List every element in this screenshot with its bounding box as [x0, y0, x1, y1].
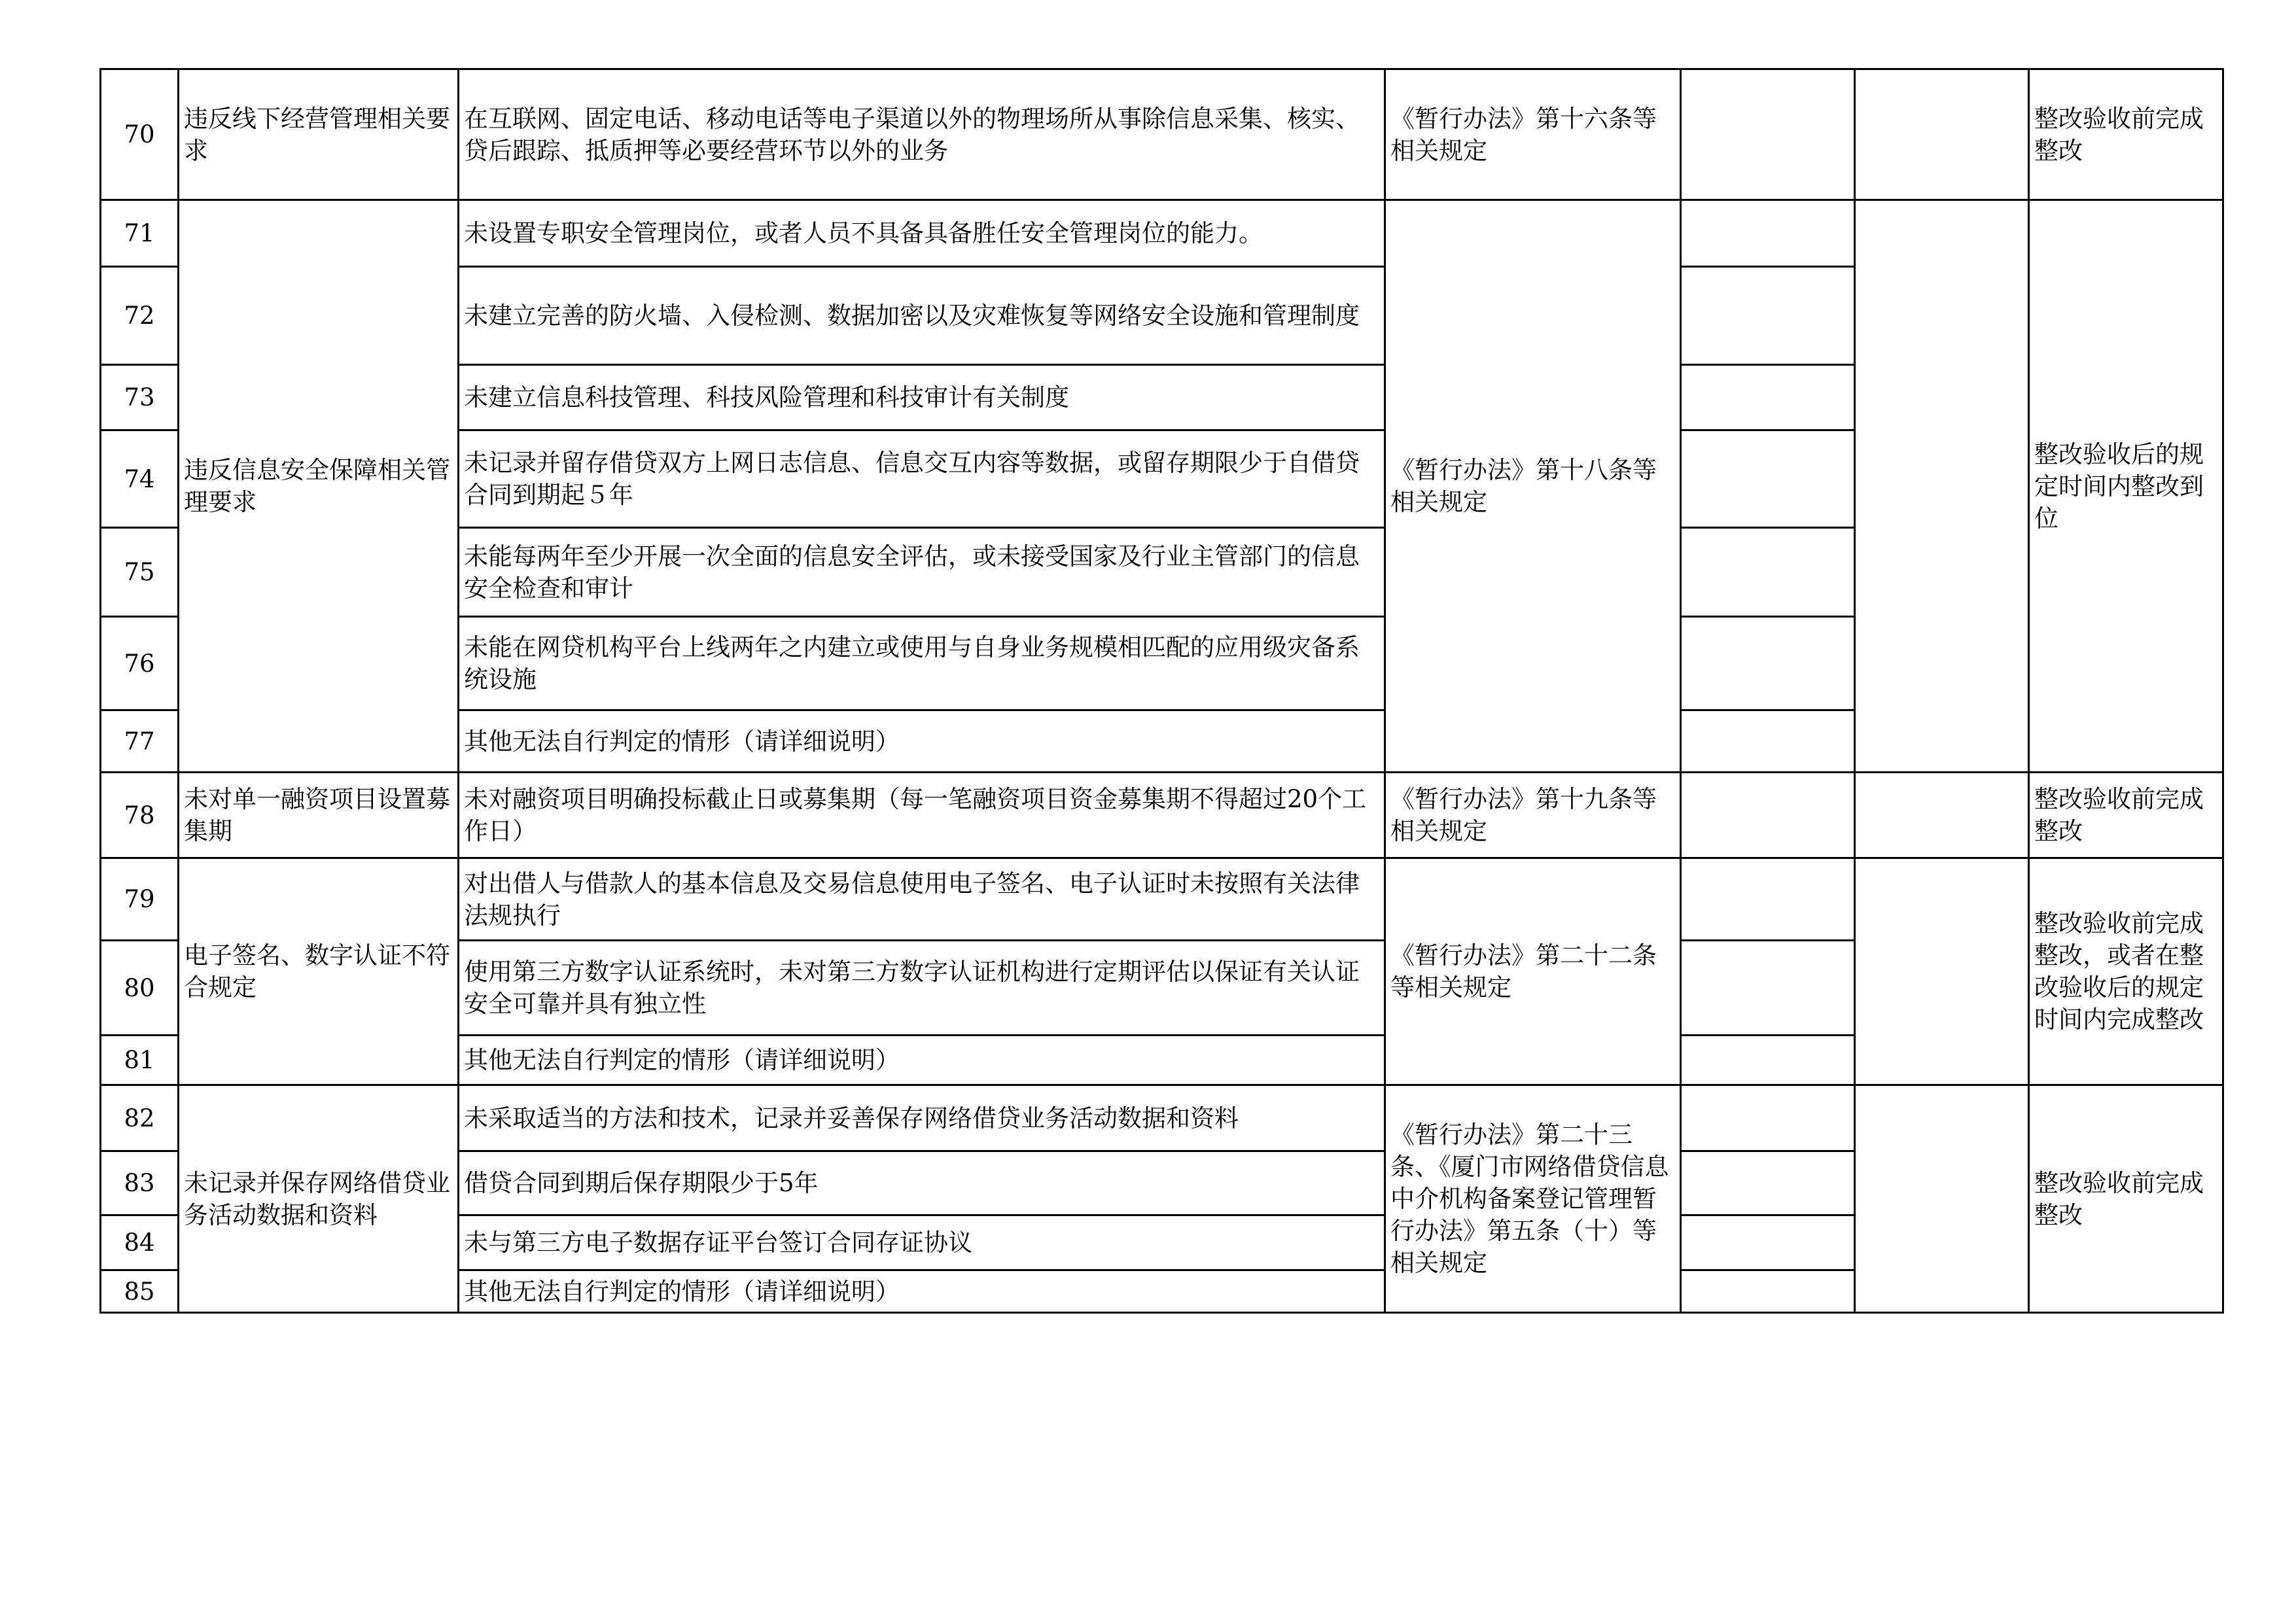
- violation-description: 未记录并留存借贷双方上网日志信息、信息交互内容等数据，或留存期限少于自借贷合同到期起５年: [459, 430, 1385, 528]
- row-number: 76: [101, 617, 179, 710]
- blank-cell: [1681, 365, 1855, 430]
- row-number: 84: [101, 1215, 179, 1270]
- violation-description: 未能在网贷机构平台上线两年之内建立或使用与自身业务规模相匹配的应用级灾备系统设施: [459, 617, 1385, 710]
- violation-description: 未设置专职安全管理岗位，或者人员不具备具备胜任安全管理岗位的能力。: [459, 200, 1385, 267]
- rectification-deadline: 整改验收前完成整改: [2029, 1085, 2223, 1313]
- table-row: [101, 69, 2223, 200]
- violation-description: 其他无法自行判定的情形（请详细说明）: [459, 1036, 1385, 1085]
- row-number: 83: [101, 1151, 179, 1215]
- row-number: 71: [101, 200, 179, 267]
- blank-cell: [1855, 200, 2029, 773]
- violation-description: 未与第三方电子数据存证平台签订合同存证协议: [459, 1215, 1385, 1270]
- violation-category: 违反线下经营管理相关要求: [179, 69, 459, 200]
- row-number: 81: [101, 1036, 179, 1085]
- table-row: [101, 1085, 2223, 1151]
- blank-cell: [1681, 1036, 1855, 1085]
- blank-cell: [1681, 710, 1855, 773]
- row-number: 75: [101, 528, 179, 617]
- legal-basis: 《暂行办法》第十八条等相关规定: [1385, 200, 1681, 773]
- row-number: 70: [101, 69, 179, 200]
- violation-category: 未对单一融资项目设置募集期: [179, 773, 459, 858]
- blank-cell: [1681, 200, 1855, 267]
- row-number: 77: [101, 710, 179, 773]
- blank-cell: [1681, 430, 1855, 528]
- blank-cell: [1855, 1085, 2029, 1313]
- rectification-deadline: 整改验收前完成整改: [2029, 69, 2223, 200]
- blank-cell: [1855, 69, 2029, 200]
- violation-category: 违反信息安全保障相关管理要求: [179, 200, 459, 773]
- row-number: 80: [101, 941, 179, 1036]
- violation-description: 未能每两年至少开展一次全面的信息安全评估，或未接受国家及行业主管部门的信息安全检查和审计: [459, 528, 1385, 617]
- violation-category: 电子签名、数字认证不符合规定: [179, 858, 459, 1085]
- violation-description: 未对融资项目明确投标截止日或募集期（每一笔融资项目资金募集期不得超过20个工作日）: [459, 773, 1385, 858]
- row-number: 79: [101, 858, 179, 941]
- legal-basis: 《暂行办法》第二十三条、《厦门市网络借贷信息中介机构备案登记管理暂行办法》第五条（十）等相关规定: [1385, 1085, 1681, 1313]
- violation-description: 其他无法自行判定的情形（请详细说明）: [459, 710, 1385, 773]
- violation-description: 使用第三方数字认证系统时，未对第三方数字认证机构进行定期评估以保证有关认证安全可靠并具有独立性: [459, 941, 1385, 1036]
- violation-description: 其他无法自行判定的情形（请详细说明）: [459, 1270, 1385, 1313]
- violation-description: 在互联网、固定电话、移动电话等电子渠道以外的物理场所从事除信息采集、核实、贷后跟踪、抵质押等必要经营环节以外的业务: [459, 69, 1385, 200]
- blank-cell: [1681, 617, 1855, 710]
- row-number: 73: [101, 365, 179, 430]
- blank-cell: [1681, 267, 1855, 365]
- row-number: 78: [101, 773, 179, 858]
- row-number: 82: [101, 1085, 179, 1151]
- blank-cell: [1681, 69, 1855, 200]
- blank-cell: [1681, 528, 1855, 617]
- blank-cell: [1681, 941, 1855, 1036]
- blank-cell: [1681, 1085, 1855, 1151]
- violation-category: 未记录并保存网络借贷业务活动数据和资料: [179, 1085, 459, 1313]
- violation-description: 未建立完善的防火墙、入侵检测、数据加密以及灾难恢复等网络安全设施和管理制度: [459, 267, 1385, 365]
- rectification-deadline: 整改验收前完成整改: [2029, 773, 2223, 858]
- rectification-deadline: 整改验收前完成整改，或者在整改验收后的规定时间内完成整改: [2029, 858, 2223, 1085]
- legal-basis: 《暂行办法》第十六条等相关规定: [1385, 69, 1681, 200]
- blank-cell: [1681, 773, 1855, 858]
- violation-description: 未建立信息科技管理、科技风险管理和科技审计有关制度: [459, 365, 1385, 430]
- violation-description: 未采取适当的方法和技术，记录并妥善保存网络借贷业务活动数据和资料: [459, 1085, 1385, 1151]
- table-row: [101, 858, 2223, 941]
- rectification-table: [99, 68, 2224, 1314]
- legal-basis: 《暂行办法》第十九条等相关规定: [1385, 773, 1681, 858]
- blank-cell: [1855, 858, 2029, 1085]
- blank-cell: [1681, 1215, 1855, 1270]
- table-row: [101, 773, 2223, 858]
- blank-cell: [1681, 1270, 1855, 1313]
- blank-cell: [1681, 858, 1855, 941]
- row-number: 85: [101, 1270, 179, 1313]
- violation-description: 借贷合同到期后保存期限少于5年: [459, 1151, 1385, 1215]
- rectification-deadline: 整改验收后的规定时间内整改到位: [2029, 200, 2223, 773]
- legal-basis: 《暂行办法》第二十二条等相关规定: [1385, 858, 1681, 1085]
- row-number: 72: [101, 267, 179, 365]
- row-number: 74: [101, 430, 179, 528]
- violation-description: 对出借人与借款人的基本信息及交易信息使用电子签名、电子认证时未按照有关法律法规执行: [459, 858, 1385, 941]
- blank-cell: [1855, 773, 2029, 858]
- table-row: [101, 200, 2223, 267]
- blank-cell: [1681, 1151, 1855, 1215]
